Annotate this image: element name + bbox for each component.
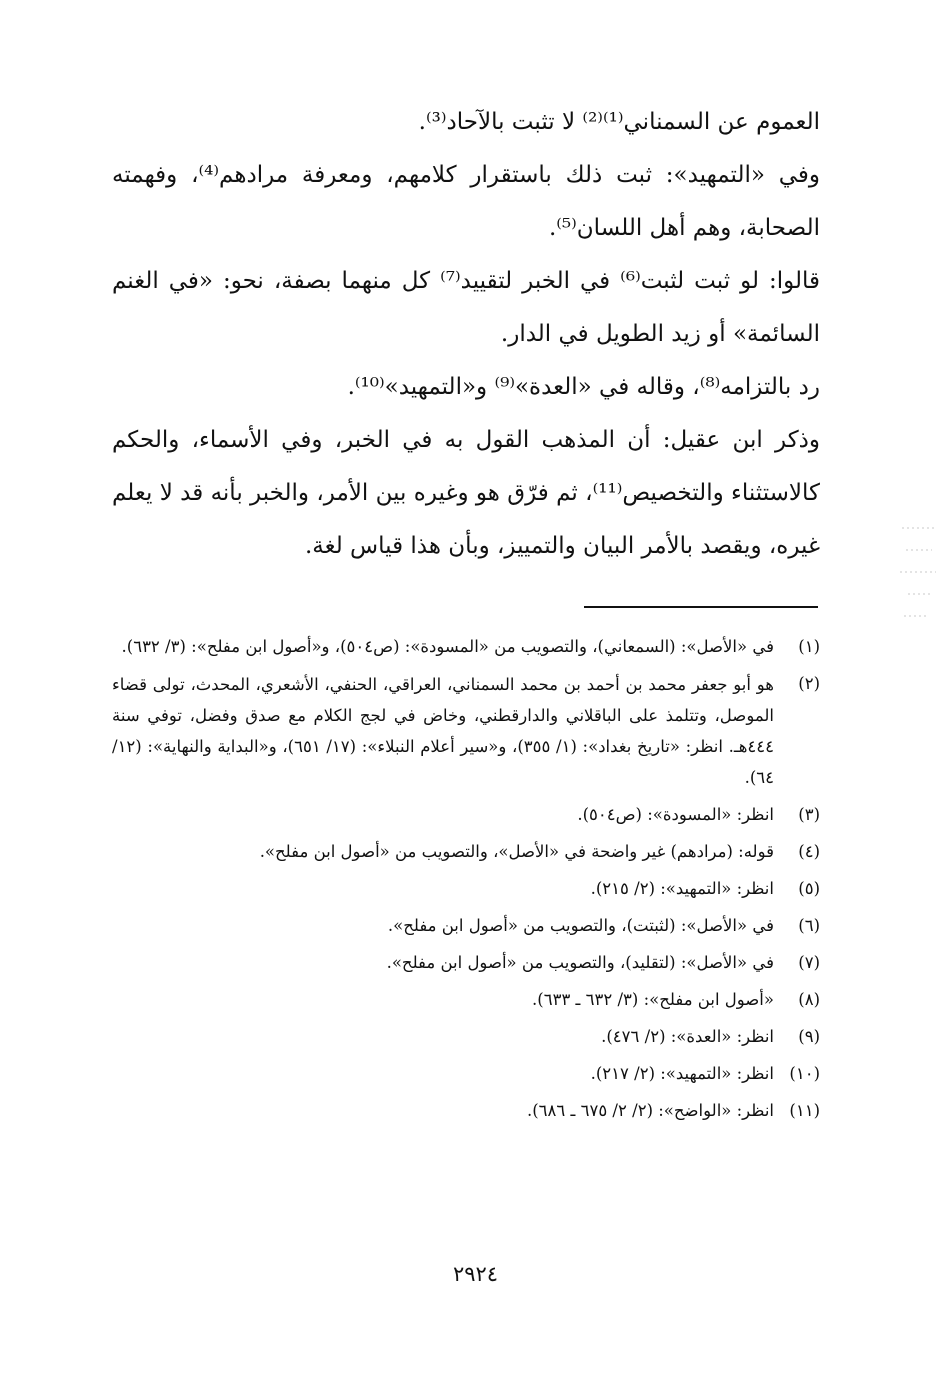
footnote-text: هو أبو جعفر محمد بن أحمد بن محمد السمناني، العراقي، الحنفي، الأشعري، المحدث، تولى قضاء الموصل، وتتلمذ على الباقلاني والدارقطني، وخاض في لجج الكلام مع صدق وفضل، توفي سنة ٤٤٤هـ. انظر: «تاريخ بغداد»: (١/ ٣٥٥)، و«سير أعلام النبلاء»: (١٧/ ٦٥١)، و«البداية والنهاية»: (١٢/ ٦٤).: [112, 675, 774, 787]
footnote-number: (١٠): [789, 1064, 820, 1083]
footnote: [112, 800, 820, 830]
footnote: [112, 669, 820, 793]
body-paragraph: وفي «التمهيد»: ثبت ذلك باستقرار كلامهم، ومعرفة مرادهم⁽⁴⁾، وفهمته الصحابة، وهم أهل اللسان⁽⁵⁾.: [112, 162, 821, 241]
footnote-text: انظر: «الواضح»: (٢/ ٢/ ٦٧٥ ـ ٦٨٦).: [526, 1101, 774, 1120]
main-body-text: [112, 96, 820, 573]
footnote-text: في «الأصل»: (السمعاني)، والتصويب من «المسودة»: (ص٥٠٤)، و«أصول ابن مفلح»: (٣/ ٦٣٢).: [121, 637, 774, 656]
footnote-text: انظر: «التمهيد»: (٢/ ٢١٥).: [590, 879, 774, 898]
body-paragraph: رد بالتزامه⁽⁸⁾، وقاله في «العدة»⁽⁹⁾ و«التمهيد»⁽¹⁰⁾.: [347, 374, 820, 400]
footnote-number: (٨): [798, 990, 820, 1009]
footnote-number: (٧): [798, 953, 820, 972]
footnote: [112, 1059, 820, 1089]
footnote-number: (٢): [798, 674, 820, 693]
footnote-text: في «الأصل»: (لثبتت)، والتصويب من «أصول ابن مفلح».: [387, 916, 774, 935]
footnote-text: قوله: (مرادهم) غير واضحة في «الأصل»، والتصويب من «أصول ابن مفلح».: [259, 842, 774, 861]
footnote-number: (٦): [798, 916, 820, 935]
footnote-text: انظر: «العدة»: (٢/ ٤٧٦).: [601, 1027, 774, 1046]
footnote: [112, 1022, 820, 1052]
body-paragraph: العموم عن السمناني⁽¹⁾⁽²⁾ لا تثبت بالآحاد⁽³⁾.: [418, 109, 820, 135]
footnote: [112, 948, 820, 978]
footnote: [112, 1096, 820, 1126]
footnote: [112, 837, 820, 867]
footnote: [112, 632, 820, 662]
footnotes-section: [112, 632, 820, 1133]
footnote-text: «أصول ابن مفلح»: (٣/ ٦٣٢ ـ ٦٣٣).: [532, 990, 774, 1009]
footnote-number: (٥): [798, 879, 820, 898]
footnote: [112, 911, 820, 941]
footnote-text: انظر: «التمهيد»: (٢/ ٢١٧).: [590, 1064, 774, 1083]
footnote-number: (٣): [798, 805, 820, 824]
footnote: [112, 985, 820, 1015]
footnote-number: (١): [798, 637, 820, 656]
footnote-number: (١١): [789, 1101, 820, 1120]
footnote: [112, 874, 820, 904]
body-paragraph: قالوا: لو ثبت لثبت⁽⁶⁾ في الخبر لتقييد⁽⁷⁾ كل منهما بصفة، نحو: «في الغنم السائمة» أو زيد الطويل في الدار.: [112, 268, 821, 347]
body-paragraph: وذكر ابن عقيل: أن المذهب القول به في الخبر، وفي الأسماء، والحكم كالاستثناء والتخصيص⁽¹¹⁾، ثم فرّق هو وغيره بين الأمر، والخبر بأنه قد لا يعلم غيره، ويقصد بالأمر البيان والتمييز، وبأن هذا قياس لغة.: [112, 427, 821, 559]
footnote-divider: [584, 606, 818, 608]
footnote-number: (٩): [798, 1027, 820, 1046]
footnote-text: انظر: «المسودة»: (ص٥٠٤).: [577, 805, 774, 824]
footnote-number: (٤): [798, 842, 820, 861]
margin-scan-marks: [898, 520, 938, 640]
footnote-text: في «الأصل»: (لتقليد)، والتصويب من «أصول ابن مفلح».: [386, 953, 774, 972]
page-number: ٢٩٢٤: [452, 1262, 499, 1286]
